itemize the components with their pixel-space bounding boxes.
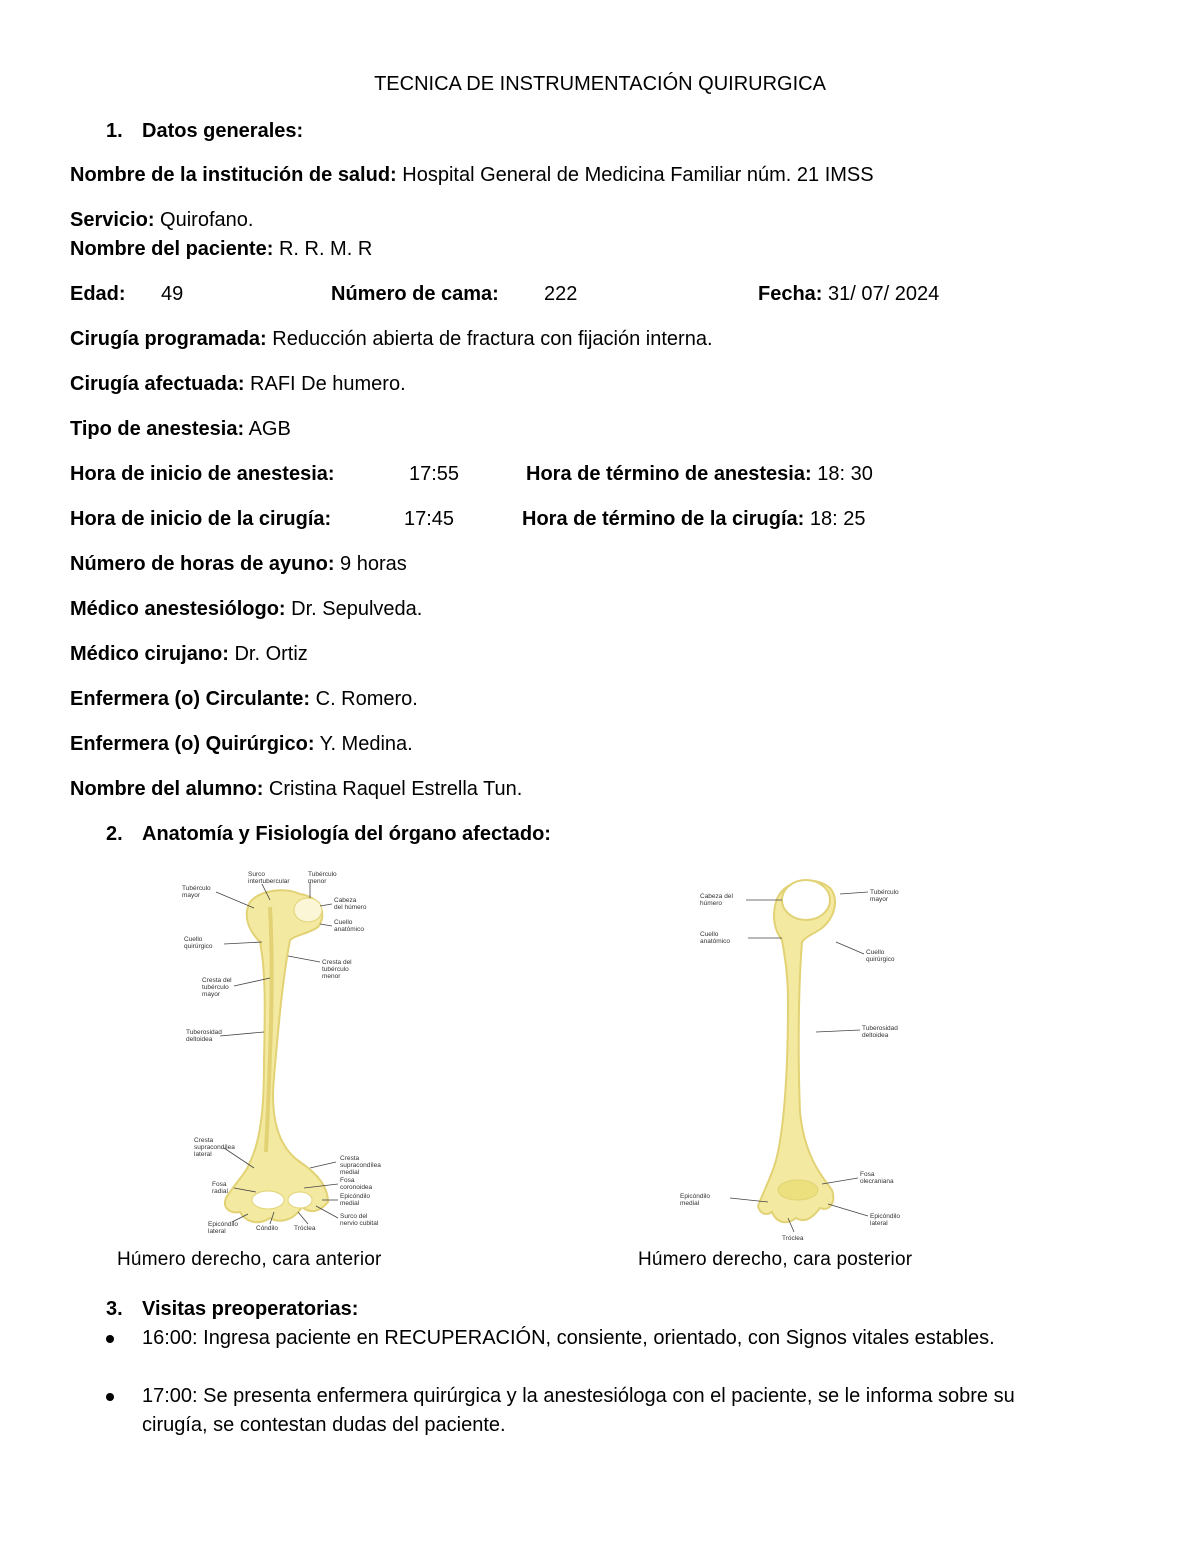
label-p-fosa: Fosa <box>860 1171 875 1178</box>
label-fosa-coron-2: coronoidea <box>340 1184 373 1191</box>
bullet-dot <box>106 1335 114 1343</box>
field-tipo-anestesia: Tipo de anestesia: AGB <box>70 418 291 440</box>
label-p-troclea: Tróclea <box>782 1235 804 1242</box>
label-p-fosa-2: olecraniana <box>860 1178 894 1185</box>
field-cirugia-programada: Cirugía programada: Reducción abierta de fractura con fijación interna. <box>70 328 713 350</box>
label-fosa-coron: Fosa <box>340 1177 355 1184</box>
label-p-cuello-anat: Cuello <box>700 931 719 938</box>
humerus-anterior-head <box>294 898 322 922</box>
label-p-tub-mayor: Tubérculo <box>870 889 899 896</box>
label-cresta-lat-2: supracondílea <box>194 1144 235 1151</box>
label-tub-menor-2: menor <box>308 878 327 885</box>
field-cama-value: 222 <box>544 283 578 305</box>
label-p-cuello-anat-2: anatómico <box>700 938 730 945</box>
humerus-anterior-trochlea <box>252 1191 284 1209</box>
label-cuello-quir-2: quirúrgico <box>184 943 213 950</box>
label-cresta-lat: Cresta <box>194 1137 214 1144</box>
field-edad: Edad: <box>70 283 126 305</box>
label-surco-2: intertubercular <box>248 878 290 885</box>
label-cresta-menor-2: tubérculo <box>322 966 349 973</box>
label-epi-medial: Epicóndilo <box>340 1193 370 1200</box>
label-surco-cubital-2: nervio cubital <box>340 1220 379 1227</box>
label-p-tuberosidad-2: deltoidea <box>862 1032 889 1039</box>
section-heading-visitas: 3. Visitas preoperatorias: <box>106 1298 359 1320</box>
label-cuello-anat: Cuello <box>334 919 353 926</box>
bullet-dot <box>106 1393 114 1401</box>
label-cresta-lat-3: lateral <box>194 1151 212 1158</box>
field-termino-cirugia: Hora de término de la cirugía: 18: 25 <box>522 508 866 530</box>
label-cuello-quir: Cuello <box>184 936 203 943</box>
humerus-posterior-olecranon-fossa <box>778 1180 818 1200</box>
list-item-text: 16:00: Ingresa paciente en RECUPERACIÓN, consiente, orientado, con Signos vitales estables. <box>142 1327 995 1349</box>
label-p-tuberosidad: Tuberosidad <box>862 1025 898 1032</box>
label-cuello-anat-2: anatómico <box>334 926 364 933</box>
field-cama: Número de cama: <box>331 283 499 305</box>
humerus-anterior-bone <box>225 890 328 1222</box>
label-p-epi-medial: Epicóndilo <box>680 1193 710 1200</box>
label-tuberosidad-2: deltoidea <box>186 1036 213 1043</box>
field-servicio: Servicio: Quirofano. <box>70 209 254 231</box>
field-inicio-cirugia-value: 17:45 <box>404 508 455 530</box>
field-anestesiologo: Médico anestesiólogo: Dr. Sepulveda. <box>70 598 423 620</box>
label-troclea: Tróclea <box>294 1225 316 1232</box>
field-quirurgico: Enfermera (o) Quirúrgico: Y. Medina. <box>70 733 413 755</box>
label-cabeza: Cabeza <box>334 897 357 904</box>
label-fosa-radial-2: radial <box>212 1188 228 1195</box>
label-cresta-med-3: medial <box>340 1169 360 1176</box>
caption-anterior: Húmero derecho, cara anterior <box>117 1249 382 1270</box>
humerus-posterior-figure <box>670 872 950 1242</box>
label-surco: Surco <box>248 871 265 878</box>
label-cresta-mayor-3: mayor <box>202 991 221 998</box>
label-surco-cubital: Surco del <box>340 1213 368 1220</box>
label-cabeza-2: del húmero <box>334 904 367 911</box>
label-epi-lateral-2: lateral <box>208 1228 226 1235</box>
section-heading-anatomia: 2. Anatomía y Fisiología del órgano afectado: <box>106 823 551 845</box>
label-fosa-radial: Fosa <box>212 1181 227 1188</box>
label-p-cuello-quir: Cuello <box>866 949 885 956</box>
humerus-anterior-figure <box>170 862 430 1240</box>
label-tub-mayor-2: mayor <box>182 892 201 899</box>
label-cresta-menor: Cresta del <box>322 959 352 966</box>
label-tub-mayor: Tubérculo <box>182 885 211 892</box>
document-title: TECNICA DE INSTRUMENTACIÓN QUIRURGICA <box>374 73 826 95</box>
label-epi-medial-2: medial <box>340 1200 360 1207</box>
label-p-epi-medial-2: medial <box>680 1200 700 1207</box>
caption-posterior: Húmero derecho, cara posterior <box>638 1249 913 1270</box>
label-cresta-med: Cresta <box>340 1155 360 1162</box>
label-cresta-med-2: supracondílea <box>340 1162 381 1169</box>
label-p-cuello-quir-2: quirúrgico <box>866 956 895 963</box>
field-edad-value: 49 <box>161 283 184 305</box>
field-paciente: Nombre del paciente: R. R. M. R <box>70 238 373 260</box>
field-inicio-anestesia-value: 17:55 <box>409 463 460 485</box>
list-item-text: 17:00: Se presenta enfermera quirúrgica y la anestesióloga con el paciente, se le informa sobre su cirugía, se contestan dudas del paciente. <box>142 1385 1015 1436</box>
field-alumno: Nombre del alumno: Cristina Raquel Estrella Tun. <box>70 778 523 800</box>
field-fecha: Fecha: 31/ 07/ 2024 <box>758 283 940 305</box>
humerus-posterior-illustration <box>670 872 950 1242</box>
humerus-anterior-capitulum <box>288 1192 312 1208</box>
label-epi-lateral: Epicóndilo <box>208 1221 238 1228</box>
label-cresta-mayor: Cresta del <box>202 977 232 984</box>
label-cresta-mayor-2: tubérculo <box>202 984 229 991</box>
label-p-epi-lateral-2: lateral <box>870 1220 888 1227</box>
label-tub-menor: Tubérculo <box>308 871 337 878</box>
field-inicio-cirugia: Hora de inicio de la cirugía: <box>70 508 332 530</box>
field-institucion: Nombre de la institución de salud: Hospital General de Medicina Familiar núm. 21 IMSS <box>70 164 874 186</box>
label-p-cabeza-2: húmero <box>700 900 723 907</box>
field-inicio-anestesia: Hora de inicio de anestesia: <box>70 463 335 485</box>
humerus-anterior-illustration <box>170 862 430 1240</box>
section-heading-datos-generales: 1. Datos generales: <box>106 120 304 142</box>
label-tuberosidad: Tuberosidad <box>186 1029 222 1036</box>
label-p-cabeza: Cabeza del <box>700 893 733 900</box>
label-cresta-menor-3: menor <box>322 973 341 980</box>
field-cirujano: Médico cirujano: Dr. Ortiz <box>70 643 308 665</box>
field-ayuno: Número de horas de ayuno: 9 horas <box>70 553 407 575</box>
label-p-epi-lateral: Epicóndilo <box>870 1213 900 1220</box>
humerus-posterior-bone <box>758 880 835 1222</box>
field-cirugia-afectuada: Cirugía afectuada: RAFI De humero. <box>70 373 406 395</box>
label-p-tub-mayor-2: mayor <box>870 896 889 903</box>
label-condilo: Cóndilo <box>256 1225 279 1232</box>
humerus-posterior-head <box>782 880 830 920</box>
field-circulante: Enfermera (o) Circulante: C. Romero. <box>70 688 418 710</box>
field-termino-anestesia: Hora de término de anestesia: 18: 30 <box>526 463 873 485</box>
